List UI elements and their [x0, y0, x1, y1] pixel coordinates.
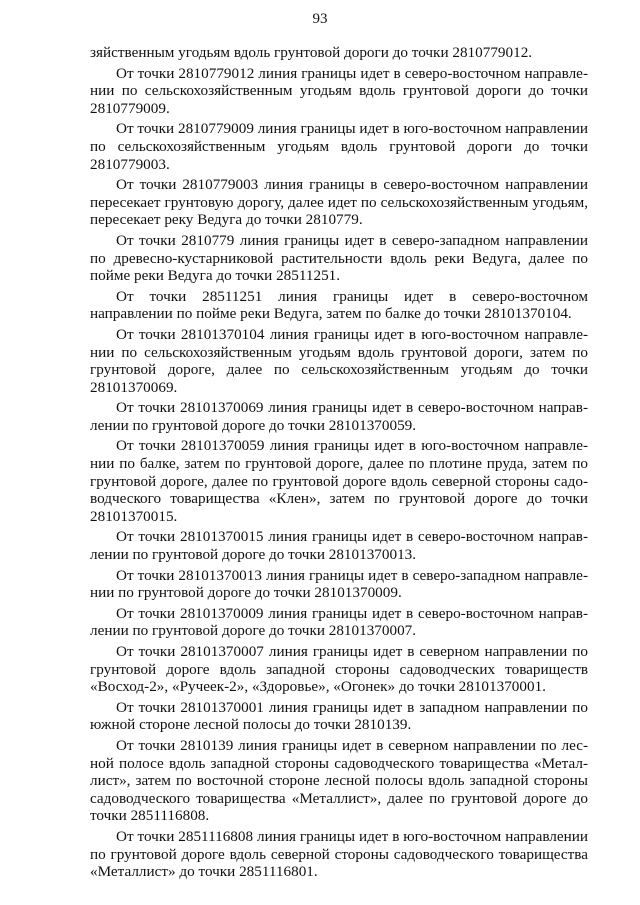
paragraph: зяйственным угодьям вдоль грунтовой дороги до точки 2810779012. — [90, 44, 533, 61]
document-body — [90, 44, 588, 884]
paragraph: От точки 2810779003 линия границы в северо-восточном направлении пересекает грунтовую дорогу, далее идет по сельскохозяйственным угодьям, пересекает реку Ведуга до точки 2810779. — [90, 176, 588, 229]
paragraph: От точки 2810779012 линия границы идет в северо-восточном направлении по сельскохозяйственным угодьям вдоль грунтовой дороги до точки 2810779009. — [90, 64, 588, 117]
paragraph: От точки 28511251 линия границы идет в северо-восточном направлении по пойме реки Ведуга, затем по балке до точки 28101370104. — [90, 287, 588, 323]
paragraph: От точки 28101370007 линия границы идет в северном направлении по грунтовой дороге вдоль западной стороны садоводческих товариществ «Восход-2», «Ручеек-2», «Здоровье», «Огонек» до точки 28101370001. — [90, 643, 588, 696]
paragraph: От точки 28101370001 линия границы идет в западном направлении по южной стороне лесной полосы до точки 2810139. — [90, 698, 588, 734]
paragraph: От точки 2810139 линия границы идет в северном направлении по лесной полосе вдоль западной стороны садоводческого товарищества «Металлист», затем по восточной стороне лесной полосы вдоль западной стороны садоводческого товарищества «Металлист», далее по грунтовой дороге до точки 2851116808. — [90, 736, 588, 825]
paragraph: От точки 2851116808 линия границы идет в юго-восточном направлении по грунтовой дороге вдоль северной стороны садоводческого товарищества «Металлист» до точки 2851116801. — [90, 827, 588, 881]
paragraph: От точки 28101370059 линия границы идет в юго-восточном направлении по балке, затем по грунтовой дороге, далее по плотине пруда, затем по грунтовой дороге, далее по грунтовой дороге вдоль северной стороны садоводческого товарищества «Клен», затем по грунтовой дороге до точки 28101370015. — [90, 437, 588, 525]
paragraph: От точки 28101370015 линия границы идет в северо-восточном направлении по грунтовой дороге до точки 28101370013. — [90, 528, 588, 564]
paragraph: От точки 28101370009 линия границы идет в северо-восточном направлении по грунтовой дороге до точки 28101370007. — [90, 604, 588, 640]
paragraph: От точки 2810779009 линия границы идет в юго-восточном направлении по сельскохозяйственным угодьям вдоль грунтовой дороги до точки 2810779003. — [90, 120, 588, 173]
paragraph: От точки 28101370013 линия границы идет в северо-западном направлении по грунтовой дороге до точки 28101370009. — [90, 566, 588, 602]
page-number: 93 — [312, 11, 328, 27]
paragraph: От точки 28101370104 линия границы идет в юго-восточном направлении по сельскохозяйственным угодьям вдоль грунтовой дороги, затем по грунтовой дороге, далее по сельскохозяйственным угодьям до точки 28101370069. — [90, 325, 588, 396]
paragraph: От точки 2810779 линия границы идет в северо-западном направлении по древесно-кустарниковой растительности вдоль реки Ведуга, далее по пойме реки Ведуга до точки 28511251. — [90, 231, 588, 285]
paragraph: От точки 28101370069 линия границы идет в северо-восточном направлении по грунтовой дороге до точки 28101370059. — [90, 399, 588, 434]
